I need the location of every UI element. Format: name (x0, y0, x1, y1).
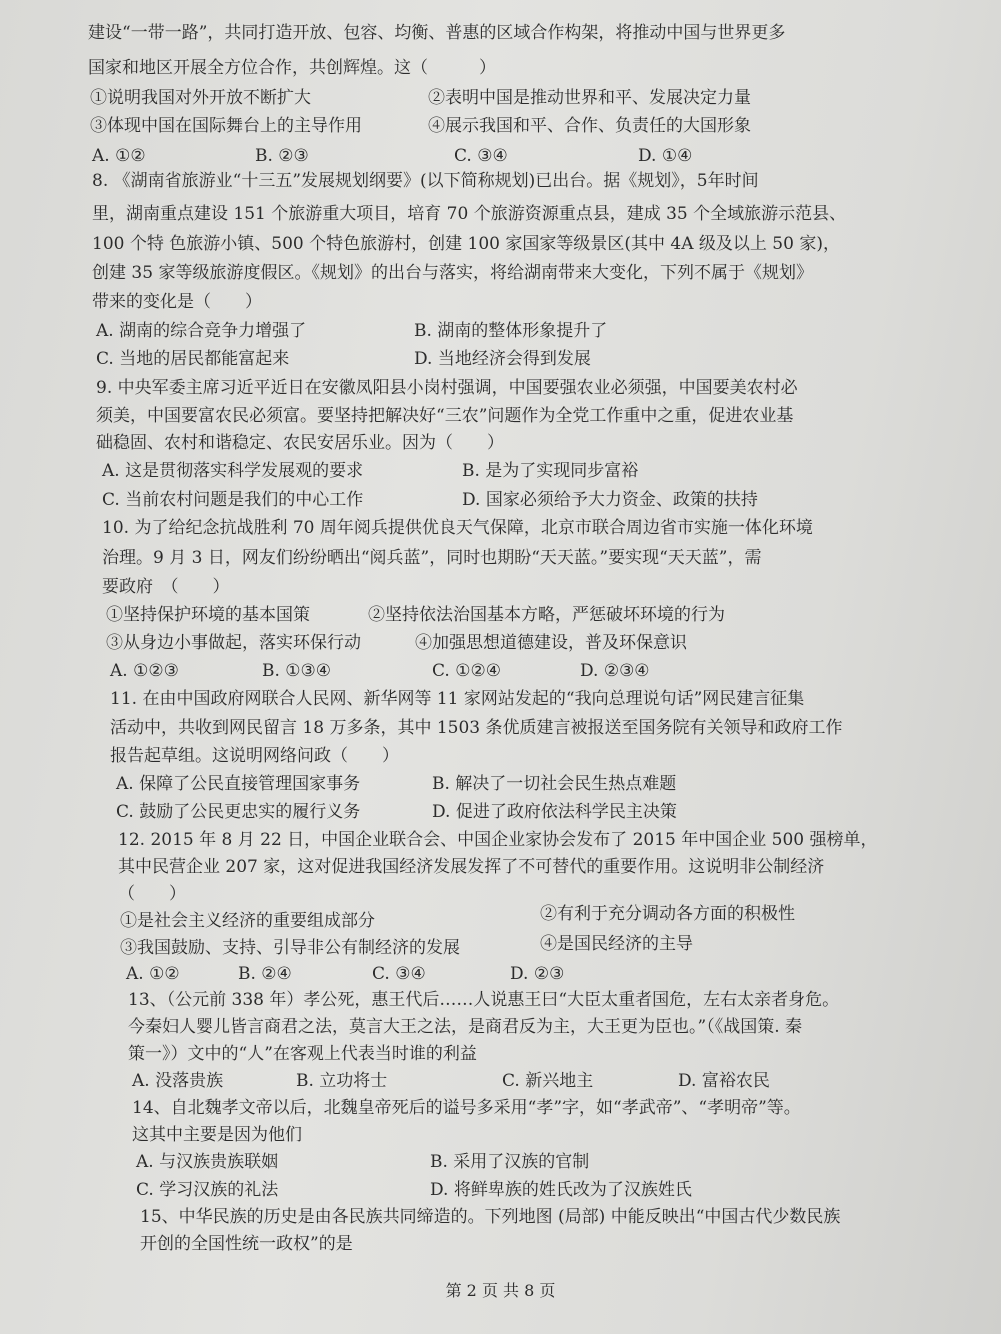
question-14-line-1: 14、自北魏孝文帝以后，北魏皇帝死后的谥号多采用“孝”字，如“孝武帝”、“孝明帝”等。 (132, 1098, 801, 1118)
question-10-option-a: A. ①②③ (110, 661, 179, 681)
question-12-option-b: B. ②④ (238, 964, 292, 984)
question-10-statement-1: ①坚持保护环境的基本国策 (106, 605, 310, 625)
question-12-option-a: A. ①② (126, 964, 180, 984)
question-11-line-1: 11. 在由中国政府网联合人民网、新华网等 11 家网站发起的“我向总理说句话”网民建言征集 (110, 689, 805, 709)
question-10-statement-2: ②坚持依法治国基本方略，严惩破坏环境的行为 (368, 605, 725, 625)
question-9-option-d: D. 国家必须给予大力资金、政策的扶持 (462, 490, 758, 510)
question-8-line-3: 100 个特 色旅游小镇、500 个特色旅游村，创建 100 家国家等级景区(其中 4A 级及以上 50 家)， (92, 234, 840, 254)
question-9-option-c: C. 当前农村问题是我们的中心工作 (102, 490, 364, 510)
question-9-option-a: A. 这是贯彻落实科学发展观的要求 (102, 461, 364, 481)
question-13-line-3: 策一》）文中的“人”在客观上代表当时谁的利益 (128, 1044, 477, 1064)
question-9-line-2: 须美，中国要富农民必须富。要坚持把解决好“三农”问题作为全党工作重中之重，促进农业基 (96, 406, 794, 426)
question-10-line-2: 治理。9 月 3 日，网友们纷纷晒出“阅兵蓝”，同时也期盼“天天蓝。”要实现“天天蓝”，需 (102, 548, 762, 568)
question-12-statement-1: ①是社会主义经济的重要组成部分 (120, 911, 375, 931)
question-10-statement-3: ③从身边小事做起，落实环保行动 (106, 633, 361, 653)
question-11-option-a: A. 保障了公民直接管理国家事务 (116, 774, 361, 794)
question-7-statement-1: ①说明我国对外开放不断扩大 (90, 88, 311, 108)
question-8-line-2: 里，湖南重点建设 151 个旅游重大项目，培育 70 个旅游资源重点县，建成 35 个全域旅游示范县、 (92, 204, 847, 224)
question-7-line-1: 建设“一带一路”，共同打造开放、包容、均衡、普惠的区域合作构架，将推动中国与世界更多 (88, 23, 786, 43)
question-13-option-c: C. 新兴地主 (502, 1071, 594, 1091)
question-7-statement-2: ②表明中国是推动世界和平、发展决定力量 (428, 88, 751, 108)
question-8-line-1: 8. 《湖南省旅游业“十三五”发展规划纲要》(以下简称规划)已出台。据《规划》，5年时间 (92, 171, 759, 191)
question-12-line-1: 12. 2015 年 8 月 22 日，中国企业联合会、中国企业家协会发布了 2015 年中国企业 500 强榜单， (118, 830, 878, 850)
question-10-option-d: D. ②③④ (580, 661, 650, 681)
question-13-option-a: A. 没落贵族 (132, 1071, 224, 1091)
page-number-footer: 第 2 页 共 8 页 (445, 1281, 556, 1300)
question-13-line-1: 13、（公元前 338 年）孝公死，惠王代后……人说惠王曰“大臣太重者国危，左右太亲者身危。 (128, 990, 840, 1010)
question-14-line-2: 这其中主要是因为他们 (132, 1125, 302, 1145)
question-9-line-3: 础稳固、农村和谐稳定、农民安居乐业。因为（ ） (96, 433, 504, 453)
question-15-line-1: 15、中华民族的历史是由各民族共同缔造的。下列地图 (局部) 中能反映出“中国古代少数民族 (140, 1207, 841, 1227)
question-14-option-c: C. 学习汉族的礼法 (136, 1180, 279, 1200)
question-11-line-3: 报告起草组。这说明网络问政（ ） (110, 746, 399, 766)
question-11-option-d: D. 促进了政府依法科学民主决策 (432, 802, 677, 822)
question-10-statement-4: ④加强思想道德建设，普及环保意识 (415, 633, 687, 653)
question-11-option-c: C. 鼓励了公民更忠实的履行义务 (116, 802, 361, 822)
question-8-option-a: A. 湖南的综合竞争力增强了 (96, 321, 307, 341)
question-12-line-3: （ ） (118, 884, 186, 904)
question-12-statement-4: ④是国民经济的主导 (540, 934, 693, 954)
question-12-line-2: 其中民营企业 207 家，这对促进我国经济发展发挥了不可替代的重要作用。这说明非公制经济 (118, 857, 825, 877)
question-10-line-3: 要政府 （ ） (102, 577, 230, 597)
question-9-line-1: 9. 中央军委主席习近平近日在安徽凤阳县小岗村强调，中国要强农业必须强，中国要美农村必 (96, 378, 798, 398)
question-10-option-c: C. ①②④ (432, 661, 501, 681)
question-9-option-b: B. 是为了实现同步富裕 (462, 461, 639, 481)
question-14-option-b: B. 采用了汉族的官制 (430, 1152, 590, 1172)
question-12-statement-2: ②有利于充分调动各方面的积极性 (540, 904, 795, 924)
question-7-option-a: A. ①② (92, 146, 146, 166)
question-8-option-d: D. 当地经济会得到发展 (414, 349, 591, 369)
question-7-statement-3: ③体现中国在国际舞台上的主导作用 (90, 116, 362, 136)
question-15-line-2: 开创的全国性统一政权”的是 (140, 1234, 353, 1254)
question-10-option-b: B. ①③④ (262, 661, 332, 681)
question-8-option-c: C. 当地的居民都能富起来 (96, 349, 290, 369)
question-7-option-d: D. ①④ (638, 146, 693, 166)
question-13-option-d: D. 富裕农民 (678, 1071, 770, 1091)
question-14-option-d: D. 将鲜卑族的姓氏改为了汉族姓氏 (430, 1180, 692, 1200)
question-13-option-b: B. 立功将士 (296, 1071, 388, 1091)
question-7-option-c: C. ③④ (454, 146, 508, 166)
question-10-line-1: 10. 为了给纪念抗战胜利 70 周年阅兵提供优良天气保障，北京市联合周边省市实施一体化环境 (102, 518, 813, 538)
question-7-statement-4: ④展示我国和平、合作、负责任的大国形象 (428, 116, 751, 136)
question-8-line-4: 创建 35 家等级旅游度假区。《规划》的出台与落实，将给湖南带来大变化，下列不属于《规划》 (92, 263, 813, 283)
question-12-option-d: D. ②③ (510, 964, 565, 984)
question-8-option-b: B. 湖南的整体形象提升了 (414, 321, 608, 341)
question-13-line-2: 今秦妇人婴儿皆言商君之法，莫言大王之法，是商君反为主，大王更为臣也。”（《战国策. 秦 (128, 1017, 802, 1037)
question-11-option-b: B. 解决了一切社会民生热点难题 (432, 774, 677, 794)
question-7-option-b: B. ②③ (255, 146, 309, 166)
question-7-line-2: 国家和地区开展全方位合作，共创辉煌。这（ ） (88, 58, 496, 78)
question-11-line-2: 活动中，共收到网民留言 18 万多条，其中 1503 条优质建言被报送至国务院有关领导和政府工作 (110, 718, 843, 738)
question-8-line-5: 带来的变化是（ ） (92, 292, 262, 312)
question-12-statement-3: ③我国鼓励、支持、引导非公有制经济的发展 (120, 938, 460, 958)
question-14-option-a: A. 与汉族贵族联姻 (136, 1152, 279, 1172)
question-12-option-c: C. ③④ (372, 964, 426, 984)
